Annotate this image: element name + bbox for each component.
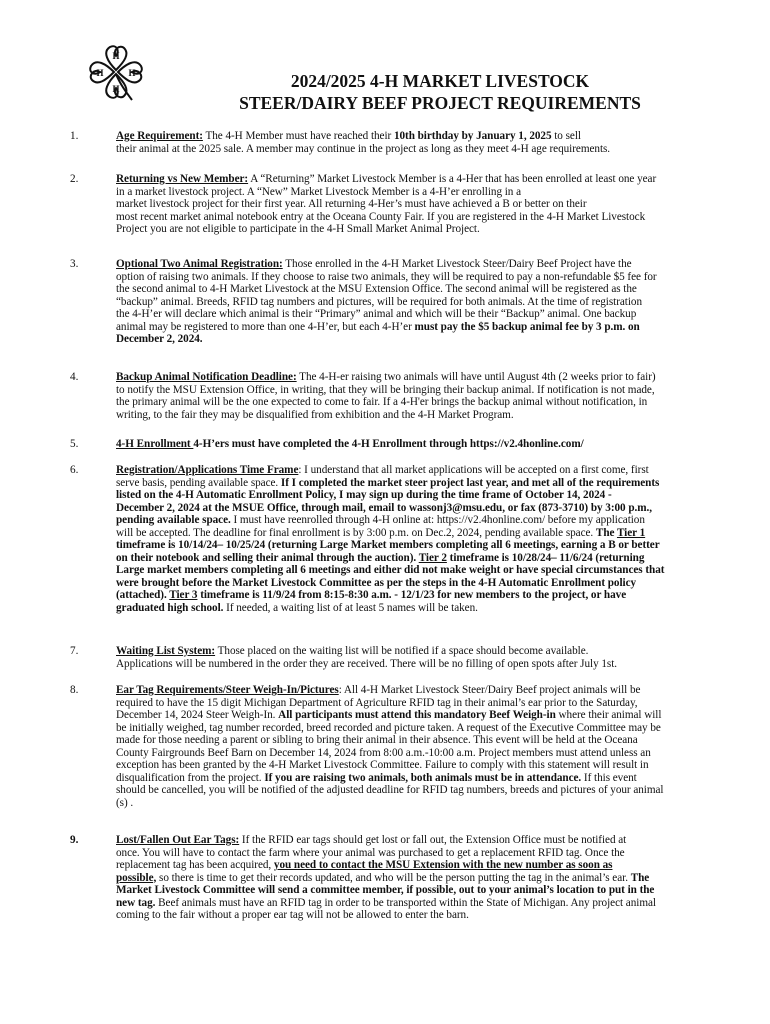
underlined-heading: Tier 3 — [169, 589, 198, 601]
text-line — [116, 684, 744, 697]
text-segment: If needed, a waiting list of at least 5 names will be taken. — [223, 601, 478, 614]
text-segment: most recent market animal notebook entry at the Oceana County Fair. If you are registered in the 4-H Market Livestock — [116, 210, 646, 223]
underlined-heading: Ear Tag Requirements/Steer Weigh-In/Pictures — [116, 684, 339, 696]
item-number: 4. — [70, 371, 79, 383]
text-segment: The 4-H-er raising two animals will have until August 4th (2 weeks prior to fair) — [296, 371, 656, 383]
page-title: 2024/2025 4-H MARKET LIVESTOCK — [290, 71, 590, 91]
text-segment: If the RFID ear tags should get lost or fall out, the Extension Office must be notified at — [239, 834, 627, 846]
text-line — [116, 847, 744, 860]
text-segment: in a market livestock project. A “New” Market Livestock Member is a 4-H’er enrolling in a — [116, 185, 522, 198]
text-line — [116, 464, 744, 477]
text-line — [116, 564, 744, 577]
text-line — [116, 384, 744, 397]
text-line — [116, 502, 744, 515]
text-line — [116, 602, 744, 615]
text-line — [116, 489, 744, 502]
text-line — [116, 645, 744, 658]
item-number: 3. — [70, 258, 79, 270]
text-line — [116, 658, 744, 671]
underlined-heading: Waiting List System: — [116, 645, 216, 657]
text-segment: the second animal to 4-H Market Livestock at the MSU Extension Office. The second animal will be registered as the — [116, 283, 637, 295]
text-line — [116, 552, 744, 565]
text-segment: All participants must attend this mandatory Beef Weigh-in — [278, 709, 556, 721]
underlined-heading: Tier 2 — [418, 551, 447, 564]
text-line — [116, 772, 744, 785]
underlined-heading: Tier 1 — [616, 526, 646, 539]
text-segment: made for those needing a parent or sibling to bring their animal in their absence. This event will be held at the Oceana — [116, 734, 638, 746]
text-segment: exception has been granted by the 4-H Market Livestock Committee. Failure to comply with this statement will result in — [116, 759, 649, 771]
text-segment: where their animal will — [555, 709, 662, 721]
underlined-heading: Lost/Fallen Out Ear Tags: — [116, 834, 240, 846]
text-segment: timeframe is 10/28/24– 11/6/24 (returning — [446, 551, 645, 564]
underlined-heading: you need to contact the MSU Extension with the new number as soon as — [273, 859, 613, 871]
text-segment: should be cancelled, you will be notified of the adjusted deadline for RFID tag numbers, breeds and pictures of your animal — [116, 784, 664, 796]
text-line — [116, 577, 744, 590]
text-segment: County Fairgrounds Beef Barn on December 14, 2024 from 8:00 a.m.-10:00 a.m. Project members must attend unless an — [116, 746, 651, 759]
text-segment: : I understand that all market applications will be accepted on a first come, first — [298, 464, 649, 476]
text-segment: Beef animals must have an RFID tag in order to be transported within the State of Michigan. Any project animal — [155, 896, 656, 909]
text-segment: option of raising two animals. If they choose to raise two animals, they will be required to pay a non-refundable $5 fee for — [116, 270, 657, 283]
item-text — [116, 645, 744, 670]
text-segment: to sell — [551, 130, 581, 142]
text-segment: The — [595, 526, 617, 539]
text-line — [116, 438, 744, 451]
text-line — [116, 258, 744, 271]
text-segment: Market Livestock Committee will send a committee member, if possible, out to your animal’s location to put in the — [116, 884, 655, 896]
item-number: 8. — [70, 684, 79, 696]
text-line — [116, 747, 744, 760]
text-segment: December 2, 2024 at the MSUE Office, through mail, email to wassonj3@msu.edu, or fax (873-3710) by 3:00 p.m., — [116, 501, 653, 514]
text-segment: The — [630, 871, 650, 884]
text-line — [116, 186, 744, 199]
item-number: 2. — [70, 173, 79, 185]
text-segment: Those enrolled in the 4-H Market Livestock Steer/Dairy Beef Project have the — [282, 258, 632, 270]
text-line — [116, 539, 744, 552]
text-line — [116, 872, 744, 885]
text-segment: Large market members completing all 6 meetings and either did not make weight or have special circumstances that — [116, 564, 665, 576]
item-text — [116, 684, 744, 809]
text-line — [116, 589, 744, 602]
text-segment: timeframe is 10/14/24– 10/25/24 (returning Large Market members completing all 6 meetings, earning a B or better — [116, 539, 660, 551]
text-segment: Project you are not eligible to participate in the 4-H Small Market Animal Project. — [116, 223, 480, 235]
text-line — [116, 527, 744, 540]
item-text — [116, 371, 744, 421]
text-segment: “backup” animal. Breeds, RFID tag numbers and pictures, will be required for both animals. At the time of registration — [116, 295, 642, 308]
text-segment: serve basis, pending available space. — [116, 476, 281, 489]
text-line — [116, 409, 744, 422]
text-segment: on their notebook and selling their animal through the auction). — [116, 551, 419, 564]
text-line — [116, 709, 744, 722]
text-line — [116, 371, 744, 384]
text-segment: Applications will be numbered in the order they are received. There will be no filling of open spots after July 1st. — [116, 657, 618, 670]
text-line — [116, 143, 744, 156]
item-number: 5. — [70, 438, 79, 450]
item-text — [116, 438, 744, 451]
text-segment: must pay the $5 backup animal fee by 3 p.m. on — [414, 320, 640, 333]
text-line — [116, 514, 744, 527]
text-segment: pending available space. — [116, 514, 231, 526]
text-line — [116, 897, 744, 910]
text-segment: If I completed the market steer project last year, and met all of the requirements — [280, 476, 660, 489]
text-line — [116, 321, 744, 334]
clover-letter: H — [112, 84, 120, 94]
clover-letter: H — [112, 51, 120, 61]
text-segment: 10th birthday by January 1, 2025 — [393, 130, 552, 142]
text-line — [116, 296, 744, 309]
item-number: 7. — [70, 645, 79, 657]
text-line — [116, 130, 744, 143]
text-segment: once. You will have to contact the farm where your animal was purchased to get a replacement RFID tag. Once the — [116, 846, 625, 859]
text-line — [116, 859, 744, 872]
item-text — [116, 173, 744, 236]
text-line — [116, 173, 744, 186]
text-segment: to notify the MSU Extension Office, in writing, that they will be bringing their backup animal. If notification is not made, — [116, 383, 655, 396]
text-segment: I must have reenrolled through 4-H online at: https://v2.4honline.com/ before my application — [230, 514, 645, 526]
text-segment: Those placed on the waiting list will be notified if a space should become available. — [215, 645, 589, 657]
text-line — [116, 797, 744, 810]
text-segment: so there is time to get their records updated, and who will be the person putting the tag in the animal’s ear. — [156, 871, 631, 884]
item-text — [116, 130, 744, 155]
text-segment: graduated high school. — [116, 601, 224, 614]
item-text — [116, 834, 744, 922]
text-segment: their animal at the 2025 sale. A member may continue in the project as long as they meet 4-H age requirements. — [116, 142, 611, 155]
text-segment: 4-H’ers must have completed the 4-H Enrollment through https://v2.4honline.com/ — [193, 438, 584, 450]
text-segment: required to have the 15 digit Michigan Department of Agriculture RFID tag in their animal’s ear prior to the Saturday, — [116, 696, 638, 709]
underlined-heading: Age Requirement: — [116, 130, 203, 142]
text-segment: December 14, 2024 Steer Weigh-In. — [116, 709, 279, 721]
text-segment: December 2, 2024. — [116, 333, 203, 345]
text-segment: new tag. — [116, 896, 156, 909]
text-line — [116, 697, 744, 710]
item-text — [116, 258, 744, 346]
text-segment: : All 4-H Market Livestock Steer/Dairy Beef project animals will be — [338, 684, 641, 696]
text-segment: the primary animal will be the one expected to come to fair. If a 4-H'er brings the backup animal without notification, in — [116, 396, 648, 408]
text-line — [116, 333, 744, 346]
text-segment: timeframe is 11/9/24 from 8:15-8:30 a.m. - 12/1/23 for new members to the project, or have — [197, 589, 627, 601]
text-line — [116, 271, 744, 284]
text-segment: the 4-H’er will declare which animal is their “Primary” animal and which will be their “Backup” animal. One backup — [116, 308, 637, 320]
text-line — [116, 884, 744, 897]
page-subtitle: STEER/DAIRY BEEF PROJECT REQUIREMENTS — [239, 93, 641, 113]
item-number: 1. — [70, 130, 79, 142]
underlined-heading: Returning vs New Member: — [116, 173, 249, 185]
text-line — [116, 477, 744, 490]
text-segment: (attached). — [116, 589, 170, 601]
underlined-heading: 4-H Enrollment — [116, 438, 194, 450]
text-segment: were brought before the Market Livestock Committee as per the steps in the 4-H Automatic Enrollment policy — [116, 576, 637, 589]
text-segment: be initially weighed, tag number recorded, breed recorded and picture taken. A request of the Executive Committee may be — [116, 721, 661, 734]
4h-clover-icon — [86, 42, 146, 102]
item-number: 9. — [70, 834, 79, 846]
clover-letter: H — [96, 68, 104, 78]
text-line — [116, 223, 744, 236]
underlined-heading: Optional Two Animal Registration: — [116, 258, 283, 270]
underlined-heading: Registration/Applications Time Frame — [116, 464, 299, 476]
text-line — [116, 784, 744, 797]
text-segment: listed on the 4-H Automatic Enrollment Policy, I may sign up during the time frame of October 14, 2024 - — [116, 489, 612, 501]
text-line — [116, 734, 744, 747]
text-segment: disqualification from the project. — [116, 771, 265, 784]
text-segment: will be accepted. The deadline for final enrollment is by 3:00 p.m. on Dec.2, 2024, pending available space. — [116, 526, 596, 539]
text-segment: animal may be registered to more than one 4-H’er, but each 4-H’er — [116, 320, 415, 333]
clover-letter: H — [128, 68, 136, 78]
text-line — [116, 211, 744, 224]
item-number: 6. — [70, 464, 79, 476]
text-segment: coming to the fair without a proper ear tag will not be allowed to enter the barn. — [116, 909, 469, 921]
text-segment: writing, to the fair they may be disqualified from exhibition and the 4-H Market Program. — [116, 408, 514, 421]
text-line — [116, 909, 744, 922]
text-segment: A “Returning” Market Livestock Member is a 4-Her that has been enrolled at least one year — [248, 173, 657, 185]
text-line — [116, 283, 744, 296]
text-line — [116, 722, 744, 735]
text-segment: replacement tag has been acquired, — [116, 859, 274, 871]
underlined-heading: Backup Animal Notification Deadline: — [116, 371, 297, 383]
text-segment: (s) . — [116, 796, 134, 809]
text-segment: market livestock project for their first year. All returning 4-Her’s must have achieved a B or better on their — [116, 198, 587, 210]
text-segment: The 4-H Member must have reached their — [202, 130, 394, 142]
text-line — [116, 759, 744, 772]
text-segment: If you are raising two animals, both animals must be in attendance. — [264, 771, 582, 784]
text-line — [116, 308, 744, 321]
item-text — [116, 464, 744, 614]
text-line — [116, 396, 744, 409]
text-segment: If this event — [581, 771, 637, 784]
underlined-heading: possible, — [116, 871, 157, 884]
text-line — [116, 198, 744, 211]
text-line — [116, 834, 744, 847]
